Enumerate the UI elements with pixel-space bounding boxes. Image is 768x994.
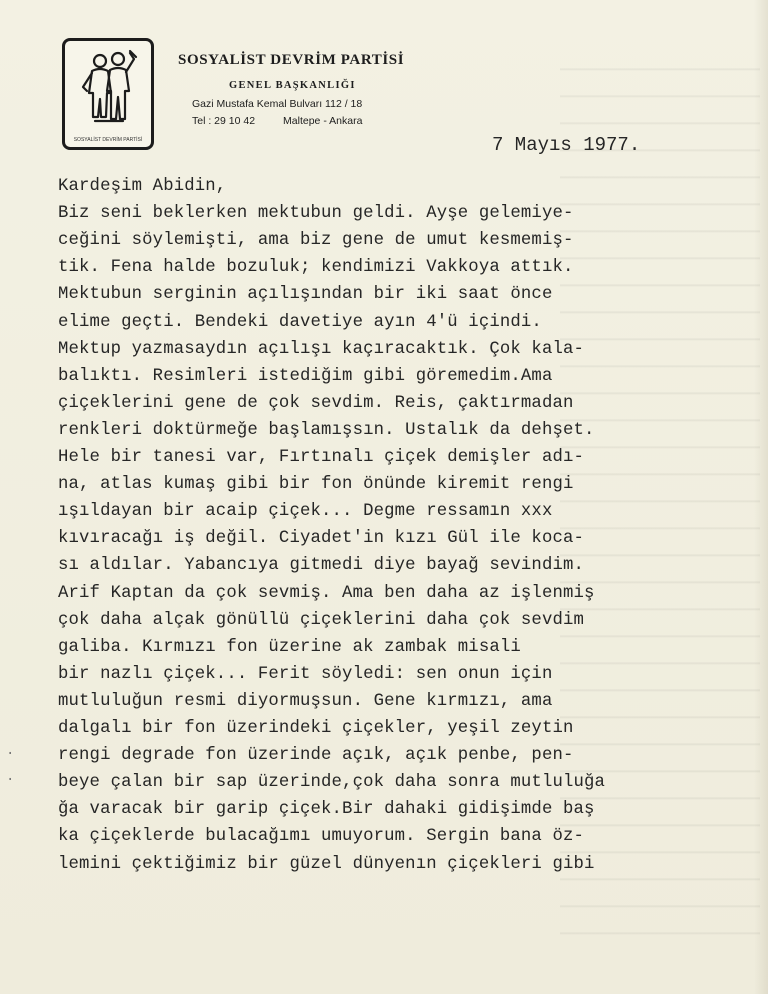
- letter-line: galiba. Kırmızı fon üzerine ak zambak misali: [58, 637, 521, 657]
- location: Maltepe - Ankara: [283, 115, 363, 127]
- letter-line: ışıldayan bir acaip çiçek... Degme ressamın xxx: [58, 502, 553, 522]
- letter-line: bir nazlı çiçek... Ferit söyledi: sen onun için: [58, 664, 553, 684]
- letter-line: Kardeşim Abidin,: [58, 177, 227, 196]
- letter-date: 7 Mayıs 1977.: [492, 134, 641, 156]
- margin-dot: ·: [6, 746, 15, 762]
- logo-caption: SOSYALİST DEVRİM PARTİSİ: [73, 137, 143, 143]
- letter-line: Arif Kaptan da çok sevmiş. Ama ben daha az işlenmiş: [58, 583, 595, 603]
- letter-line: rengi degrade fon üzerinde açık, açık penbe, pen-: [58, 746, 574, 766]
- party-name: SOSYALİST DEVRİM PARTİSİ: [178, 52, 405, 68]
- letter-line: mutluluğun resmi diyormuşsun. Gene kırmızı, ama: [58, 691, 553, 711]
- phone-number: Tel : 29 10 42: [192, 115, 256, 127]
- contact-line: [192, 115, 362, 127]
- letter-line: na, atlas kumaş gibi bir fon önünde kiremit rengi: [58, 475, 574, 495]
- letter-line: renkleri doktürmeğe başlamışsın. Ustalık da dehşet.: [58, 420, 595, 440]
- letter-line: Biz seni beklerken mektubun geldi. Ayşe gelemiye-: [58, 204, 574, 224]
- letter-line: dalgalı bir fon üzerindeki çiçekler, yeşil zeytin: [58, 719, 574, 738]
- office-name: GENEL BAŞKANLIĞI: [229, 80, 356, 91]
- letter-line: lemini çektiğimiz bir güzel dünyenın çiçekleri gibi: [58, 854, 595, 874]
- letter-line: sı aldılar. Yabancıya gitmedi diye bayağ sevindim.: [58, 556, 585, 576]
- letter-line: Mektubun serginin açılışından bir iki saat önce: [58, 285, 553, 305]
- page-edge-shadow: [754, 0, 768, 994]
- letter-line: ceğini söylemişti, ama biz gene de umut kesmemiş-: [58, 231, 574, 251]
- margin-dot: ·: [6, 772, 15, 788]
- letter-line: Hele bir tanesi var, Fırtınalı çiçek demişler adı-: [58, 448, 585, 467]
- worker-figures-icon: [73, 47, 143, 133]
- letter-line: kıvıracağı iş değil. Ciyadet'in kızı Gül ile koca-: [58, 529, 585, 549]
- letter-line: Mektup yazmasaydın açılışı kaçıracaktık. Çok kala-: [58, 339, 585, 359]
- letter-line: ka çiçeklerde bulacağımı umuyorum. Sergin bana öz-: [58, 827, 585, 847]
- letter-line: balıktı. Resimleri istediğim gibi göremedim.Ama: [58, 366, 553, 386]
- letter-line: elime geçti. Bendeki davetiye ayın 4'ü içindi.: [58, 312, 542, 332]
- party-logo: [62, 38, 154, 150]
- letter-line: ğa varacak bir garip çiçek.Bir dahaki gidişimde baş: [58, 800, 595, 820]
- letter-line: beye çalan bir sap üzerinde,çok daha sonra mutluluğa: [58, 773, 606, 793]
- letter-line: çok daha alçak gönüllü çiçeklerini daha çok sevdim: [58, 610, 585, 630]
- letter-line: çiçeklerini gene de çok sevdim. Reis, çaktırmadan: [58, 393, 574, 413]
- address-line: Gazi Mustafa Kemal Bulvarı 112 / 18: [192, 98, 363, 110]
- letter-line: tik. Fena halde bozuluk; kendimizi Vakkoya attık.: [58, 258, 574, 278]
